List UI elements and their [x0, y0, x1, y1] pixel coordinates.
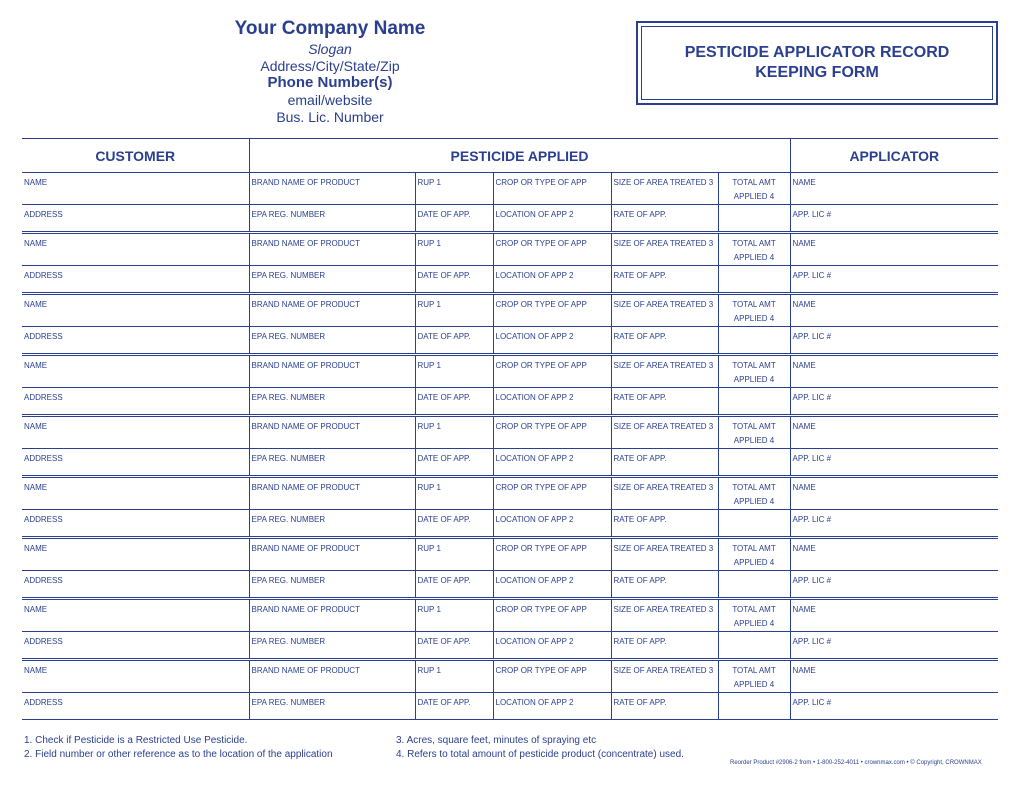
- brand-name-field-label: BRAND NAME OF PRODUCT: [251, 300, 360, 309]
- location-field[interactable]: [493, 449, 611, 477]
- total-amt-label: APPLIED 4: [733, 375, 775, 384]
- rup-field-label: RUP 1: [417, 239, 441, 248]
- footnote-3: 3. Acres, square feet, minutes of spraying etc: [396, 735, 597, 746]
- record-row-top: [22, 538, 998, 571]
- brand-name-field[interactable]: [249, 660, 415, 693]
- total-amt-field[interactable]: [718, 599, 790, 632]
- total-amt-label: TOTAL AMT: [732, 239, 776, 248]
- applicator-lic-field[interactable]: [790, 693, 998, 720]
- date-of-app-field[interactable]: [415, 632, 493, 660]
- size-area-field[interactable]: [611, 173, 718, 205]
- record-row-bottom: [22, 510, 998, 538]
- record-row-bottom: [22, 266, 998, 294]
- total-amt-label: APPLIED 4: [733, 192, 775, 201]
- date-of-app-field-label: DATE OF APP.: [417, 576, 471, 585]
- customer-name-field-label: NAME: [24, 605, 48, 614]
- applicator-name-field-label: NAME: [792, 666, 816, 675]
- rup-field-label: RUP 1: [417, 605, 441, 614]
- company-email: email/website: [287, 92, 373, 109]
- customer-name-field-label: NAME: [24, 361, 48, 370]
- crop-field-label: CROP OR TYPE OF APP: [495, 483, 587, 492]
- total-amt-blank-field[interactable]: [718, 510, 790, 538]
- epa-reg-field[interactable]: [249, 205, 415, 233]
- customer-address-field-label: ADDRESS: [24, 637, 63, 646]
- rup-field-label: RUP 1: [417, 483, 441, 492]
- brand-name-field-label: BRAND NAME OF PRODUCT: [251, 666, 360, 675]
- total-amt-label: APPLIED 4: [733, 497, 775, 506]
- customer-address-field[interactable]: [22, 266, 249, 294]
- crop-field-label: CROP OR TYPE OF APP: [495, 361, 587, 370]
- crop-field[interactable]: [493, 660, 611, 693]
- rate-field-label: RATE OF APP.: [613, 210, 667, 219]
- crop-field[interactable]: [493, 233, 611, 266]
- rate-field[interactable]: [611, 510, 718, 538]
- customer-name-field-label: NAME: [24, 300, 48, 309]
- location-field[interactable]: [493, 510, 611, 538]
- crop-field-label: CROP OR TYPE OF APP: [495, 300, 587, 309]
- rup-field[interactable]: [415, 294, 493, 327]
- epa-reg-field[interactable]: [249, 693, 415, 720]
- brand-name-field-label: BRAND NAME OF PRODUCT: [251, 239, 360, 248]
- epa-reg-field[interactable]: [249, 327, 415, 355]
- location-field[interactable]: [493, 632, 611, 660]
- brand-name-field-label: BRAND NAME OF PRODUCT: [251, 544, 360, 553]
- record-row-top: [22, 599, 998, 632]
- record-row-top: [22, 233, 998, 266]
- epa-reg-field-label: EPA REG. NUMBER: [251, 698, 326, 707]
- size-area-field[interactable]: [611, 538, 718, 571]
- size-area-field-label: SIZE OF AREA TREATED 3: [613, 483, 714, 492]
- brand-name-field[interactable]: [249, 294, 415, 327]
- date-of-app-field[interactable]: [415, 205, 493, 233]
- customer-name-field[interactable]: [22, 355, 249, 388]
- date-of-app-field-label: DATE OF APP.: [417, 332, 471, 341]
- reorder-info: Reorder Product #2906-2 from • 1-800-252-4011 • crownmax.com • © Copyright, CROWNMAX: [730, 760, 982, 766]
- applicator-name-field-label: NAME: [792, 361, 816, 370]
- record-table: [22, 138, 998, 720]
- rup-field-label: RUP 1: [417, 422, 441, 431]
- applicator-lic-field-label: APP. LIC #: [792, 393, 832, 402]
- applicator-lic-field-label: APP. LIC #: [792, 210, 832, 219]
- date-of-app-field-label: DATE OF APP.: [417, 393, 471, 402]
- brand-name-field[interactable]: [249, 233, 415, 266]
- customer-address-field[interactable]: [22, 327, 249, 355]
- record-row-bottom: [22, 388, 998, 416]
- applicator-lic-field-label: APP. LIC #: [792, 332, 832, 341]
- epa-reg-field-label: EPA REG. NUMBER: [251, 332, 326, 341]
- footnote-1: 1. Check if Pesticide is a Restricted Use Pesticide.: [24, 735, 248, 746]
- size-area-field[interactable]: [611, 599, 718, 632]
- rup-field-label: RUP 1: [417, 178, 441, 187]
- applicator-name-field[interactable]: [790, 355, 998, 388]
- customer-address-field-label: ADDRESS: [24, 515, 63, 524]
- record-row-bottom: [22, 632, 998, 660]
- applicator-name-field[interactable]: [790, 660, 998, 693]
- rup-field[interactable]: [415, 416, 493, 449]
- rate-field-label: RATE OF APP.: [613, 515, 667, 524]
- customer-header: CUSTOMER: [22, 139, 249, 173]
- size-area-field[interactable]: [611, 477, 718, 510]
- rup-field[interactable]: [415, 173, 493, 205]
- applicator-name-field[interactable]: [790, 173, 998, 205]
- rup-field-label: RUP 1: [417, 544, 441, 553]
- applicator-name-field-label: NAME: [792, 422, 816, 431]
- epa-reg-field-label: EPA REG. NUMBER: [251, 454, 326, 463]
- epa-reg-field-label: EPA REG. NUMBER: [251, 637, 326, 646]
- date-of-app-field[interactable]: [415, 693, 493, 720]
- customer-name-field[interactable]: [22, 538, 249, 571]
- size-area-field[interactable]: [611, 294, 718, 327]
- applicator-lic-field-label: APP. LIC #: [792, 271, 832, 280]
- customer-address-field[interactable]: [22, 388, 249, 416]
- rate-field[interactable]: [611, 205, 718, 233]
- location-field-label: LOCATION OF APP 2: [495, 454, 574, 463]
- brand-name-field[interactable]: [249, 355, 415, 388]
- form-title-box: [636, 21, 998, 105]
- total-amt-field[interactable]: [718, 294, 790, 327]
- epa-reg-field-label: EPA REG. NUMBER: [251, 210, 326, 219]
- customer-name-field[interactable]: [22, 477, 249, 510]
- customer-name-field[interactable]: [22, 294, 249, 327]
- epa-reg-field[interactable]: [249, 388, 415, 416]
- date-of-app-field[interactable]: [415, 449, 493, 477]
- rate-field-label: RATE OF APP.: [613, 393, 667, 402]
- applicator-name-field-label: NAME: [792, 483, 816, 492]
- rate-field-label: RATE OF APP.: [613, 576, 667, 585]
- applicator-lic-field[interactable]: [790, 449, 998, 477]
- customer-name-field-label: NAME: [24, 239, 48, 248]
- size-area-field-label: SIZE OF AREA TREATED 3: [613, 178, 714, 187]
- customer-name-field-label: NAME: [24, 422, 48, 431]
- footnotes-left: [24, 734, 333, 762]
- company-info: [215, 18, 445, 126]
- brand-name-field-label: BRAND NAME OF PRODUCT: [251, 483, 360, 492]
- applicator-lic-field[interactable]: [790, 388, 998, 416]
- size-area-field-label: SIZE OF AREA TREATED 3: [613, 605, 714, 614]
- crop-field[interactable]: [493, 416, 611, 449]
- customer-name-field-label: NAME: [24, 178, 48, 187]
- applicator-name-field[interactable]: [790, 599, 998, 632]
- customer-address-field-label: ADDRESS: [24, 576, 63, 585]
- rup-field[interactable]: [415, 477, 493, 510]
- total-amt-field[interactable]: [718, 355, 790, 388]
- crop-field[interactable]: [493, 294, 611, 327]
- size-area-field-label: SIZE OF AREA TREATED 3: [613, 422, 714, 431]
- customer-address-field[interactable]: [22, 632, 249, 660]
- applicator-lic-field-label: APP. LIC #: [792, 454, 832, 463]
- crop-field-label: CROP OR TYPE OF APP: [495, 666, 587, 675]
- total-amt-label: TOTAL AMT: [732, 605, 776, 614]
- crop-field-label: CROP OR TYPE OF APP: [495, 544, 587, 553]
- epa-reg-field[interactable]: [249, 510, 415, 538]
- total-amt-label: APPLIED 4: [733, 558, 775, 567]
- customer-address-field-label: ADDRESS: [24, 393, 63, 402]
- record-row-top: [22, 355, 998, 388]
- total-amt-label: TOTAL AMT: [732, 422, 776, 431]
- total-amt-label: APPLIED 4: [733, 314, 775, 323]
- rate-field[interactable]: [611, 693, 718, 720]
- rup-field[interactable]: [415, 233, 493, 266]
- total-amt-blank-field[interactable]: [718, 388, 790, 416]
- brand-name-field-label: BRAND NAME OF PRODUCT: [251, 605, 360, 614]
- epa-reg-field-label: EPA REG. NUMBER: [251, 271, 326, 280]
- customer-name-field[interactable]: [22, 173, 249, 205]
- customer-name-field[interactable]: [22, 233, 249, 266]
- total-amt-label: TOTAL AMT: [732, 544, 776, 553]
- date-of-app-field[interactable]: [415, 510, 493, 538]
- size-area-field-label: SIZE OF AREA TREATED 3: [613, 361, 714, 370]
- applicator-name-field[interactable]: [790, 416, 998, 449]
- location-field-label: LOCATION OF APP 2: [495, 271, 574, 280]
- total-amt-label: TOTAL AMT: [732, 300, 776, 309]
- date-of-app-field-label: DATE OF APP.: [417, 210, 471, 219]
- rup-field[interactable]: [415, 538, 493, 571]
- footnotes-right: [396, 734, 684, 762]
- crop-field[interactable]: [493, 477, 611, 510]
- pesticide-header: PESTICIDE APPLIED: [249, 139, 790, 173]
- form-title-inner: [641, 26, 993, 100]
- rup-field-label: RUP 1: [417, 361, 441, 370]
- date-of-app-field-label: DATE OF APP.: [417, 271, 471, 280]
- record-row-top: [22, 416, 998, 449]
- record-row-bottom: [22, 449, 998, 477]
- total-amt-field[interactable]: [718, 233, 790, 266]
- size-area-field[interactable]: [611, 233, 718, 266]
- brand-name-field[interactable]: [249, 477, 415, 510]
- location-field[interactable]: [493, 571, 611, 599]
- epa-reg-field-label: EPA REG. NUMBER: [251, 576, 326, 585]
- location-field[interactable]: [493, 266, 611, 294]
- customer-name-field[interactable]: [22, 416, 249, 449]
- record-row-bottom: [22, 327, 998, 355]
- applicator-lic-field[interactable]: [790, 205, 998, 233]
- applicator-lic-field[interactable]: [790, 510, 998, 538]
- crop-field-label: CROP OR TYPE OF APP: [495, 178, 587, 187]
- location-field-label: LOCATION OF APP 2: [495, 515, 574, 524]
- epa-reg-field[interactable]: [249, 266, 415, 294]
- rate-field-label: RATE OF APP.: [613, 332, 667, 341]
- record-row-bottom: [22, 205, 998, 233]
- location-field-label: LOCATION OF APP 2: [495, 332, 574, 341]
- applicator-name-field[interactable]: [790, 233, 998, 266]
- epa-reg-field[interactable]: [249, 632, 415, 660]
- records-body: [22, 173, 998, 720]
- crop-field[interactable]: [493, 173, 611, 205]
- total-amt-blank-field[interactable]: [718, 693, 790, 720]
- crop-field[interactable]: [493, 538, 611, 571]
- date-of-app-field[interactable]: [415, 571, 493, 599]
- applicator-name-field[interactable]: [790, 477, 998, 510]
- total-amt-blank-field[interactable]: [718, 205, 790, 233]
- crop-field-label: CROP OR TYPE OF APP: [495, 605, 587, 614]
- epa-reg-field[interactable]: [249, 449, 415, 477]
- applicator-lic-field-label: APP. LIC #: [792, 515, 832, 524]
- company-name: Your Company Name: [234, 18, 426, 39]
- customer-name-field[interactable]: [22, 599, 249, 632]
- applicator-lic-field-label: APP. LIC #: [792, 637, 832, 646]
- total-amt-field[interactable]: [718, 477, 790, 510]
- total-amt-field[interactable]: [718, 173, 790, 205]
- rup-field[interactable]: [415, 599, 493, 632]
- brand-name-field-label: BRAND NAME OF PRODUCT: [251, 178, 360, 187]
- crop-field[interactable]: [493, 599, 611, 632]
- customer-address-field-label: ADDRESS: [24, 332, 63, 341]
- size-area-field[interactable]: [611, 660, 718, 693]
- customer-address-field[interactable]: [22, 449, 249, 477]
- customer-name-field-label: NAME: [24, 544, 48, 553]
- record-row-bottom: [22, 693, 998, 720]
- size-area-field[interactable]: [611, 355, 718, 388]
- customer-address-field-label: ADDRESS: [24, 210, 63, 219]
- applicator-name-field[interactable]: [790, 538, 998, 571]
- size-area-field-label: SIZE OF AREA TREATED 3: [613, 300, 714, 309]
- total-amt-label: APPLIED 4: [733, 436, 775, 445]
- total-amt-blank-field[interactable]: [718, 266, 790, 294]
- applicator-name-field-label: NAME: [792, 300, 816, 309]
- record-row-bottom: [22, 571, 998, 599]
- record-row-top: [22, 294, 998, 327]
- applicator-lic-field-label: APP. LIC #: [792, 698, 832, 707]
- customer-address-field[interactable]: [22, 205, 249, 233]
- footnote-4: 4. Refers to total amount of pesticide product (concentrate) used.: [396, 749, 684, 760]
- total-amt-blank-field[interactable]: [718, 632, 790, 660]
- customer-address-field-label: ADDRESS: [24, 454, 63, 463]
- location-field-label: LOCATION OF APP 2: [495, 698, 574, 707]
- date-of-app-field-label: DATE OF APP.: [417, 515, 471, 524]
- total-amt-label: TOTAL AMT: [732, 178, 776, 187]
- company-slogan: Slogan: [308, 40, 352, 57]
- total-amt-label: APPLIED 4: [733, 253, 775, 262]
- header-row: [22, 139, 998, 173]
- applicator-name-field-label: NAME: [792, 544, 816, 553]
- date-of-app-field-label: DATE OF APP.: [417, 637, 471, 646]
- footnote-2: 2. Field number or other reference as to the location of the application: [24, 749, 333, 760]
- date-of-app-field[interactable]: [415, 388, 493, 416]
- applicator-lic-field[interactable]: [790, 571, 998, 599]
- total-amt-label: TOTAL AMT: [732, 361, 776, 370]
- brand-name-field[interactable]: [249, 599, 415, 632]
- total-amt-field[interactable]: [718, 416, 790, 449]
- rup-field-label: RUP 1: [417, 300, 441, 309]
- brand-name-field[interactable]: [249, 173, 415, 205]
- customer-name-field[interactable]: [22, 660, 249, 693]
- applicator-lic-field[interactable]: [790, 266, 998, 294]
- rup-field[interactable]: [415, 660, 493, 693]
- rate-field-label: RATE OF APP.: [613, 454, 667, 463]
- size-area-field-label: SIZE OF AREA TREATED 3: [613, 666, 714, 675]
- total-amt-field[interactable]: [718, 660, 790, 693]
- rate-field[interactable]: [611, 388, 718, 416]
- crop-field-label: CROP OR TYPE OF APP: [495, 422, 587, 431]
- total-amt-label: APPLIED 4: [733, 680, 775, 689]
- location-field[interactable]: [493, 388, 611, 416]
- applicator-lic-field[interactable]: [790, 327, 998, 355]
- location-field[interactable]: [493, 693, 611, 720]
- rate-field[interactable]: [611, 266, 718, 294]
- location-field-label: LOCATION OF APP 2: [495, 637, 574, 646]
- rate-field-label: RATE OF APP.: [613, 698, 667, 707]
- epa-reg-field-label: EPA REG. NUMBER: [251, 515, 326, 524]
- record-row-top: [22, 477, 998, 510]
- customer-address-field[interactable]: [22, 693, 249, 720]
- rate-field[interactable]: [611, 327, 718, 355]
- applicator-lic-field[interactable]: [790, 632, 998, 660]
- brand-name-field[interactable]: [249, 538, 415, 571]
- epa-reg-field[interactable]: [249, 571, 415, 599]
- location-field-label: LOCATION OF APP 2: [495, 576, 574, 585]
- total-amt-label: TOTAL AMT: [732, 666, 776, 675]
- applicator-header: APPLICATOR: [790, 139, 998, 173]
- company-license: Bus. Lic. Number: [276, 109, 384, 126]
- rate-field-label: RATE OF APP.: [613, 271, 667, 280]
- total-amt-blank-field[interactable]: [718, 327, 790, 355]
- location-field[interactable]: [493, 205, 611, 233]
- company-address: Address/City/State/Zip: [260, 57, 400, 74]
- form-title: PESTICIDE APPLICATOR RECORD KEEPING FORM: [684, 44, 950, 81]
- date-of-app-field-label: DATE OF APP.: [417, 454, 471, 463]
- record-row-top: [22, 173, 998, 205]
- customer-name-field-label: NAME: [24, 666, 48, 675]
- applicator-lic-field-label: APP. LIC #: [792, 576, 832, 585]
- date-of-app-field[interactable]: [415, 266, 493, 294]
- total-amt-field[interactable]: [718, 538, 790, 571]
- total-amt-blank-field[interactable]: [718, 571, 790, 599]
- rate-field[interactable]: [611, 449, 718, 477]
- customer-address-field-label: ADDRESS: [24, 698, 63, 707]
- applicator-name-field-label: NAME: [792, 178, 816, 187]
- applicator-name-field-label: NAME: [792, 239, 816, 248]
- applicator-name-field[interactable]: [790, 294, 998, 327]
- location-field-label: LOCATION OF APP 2: [495, 210, 574, 219]
- location-field[interactable]: [493, 327, 611, 355]
- brand-name-field[interactable]: [249, 416, 415, 449]
- crop-field-label: CROP OR TYPE OF APP: [495, 239, 587, 248]
- brand-name-field-label: BRAND NAME OF PRODUCT: [251, 422, 360, 431]
- total-amt-label: TOTAL AMT: [732, 483, 776, 492]
- size-area-field-label: SIZE OF AREA TREATED 3: [613, 239, 714, 248]
- size-area-field-label: SIZE OF AREA TREATED 3: [613, 544, 714, 553]
- customer-address-field[interactable]: [22, 571, 249, 599]
- rup-field-label: RUP 1: [417, 666, 441, 675]
- size-area-field[interactable]: [611, 416, 718, 449]
- company-phone: Phone Number(s): [267, 74, 393, 92]
- customer-address-field-label: ADDRESS: [24, 271, 63, 280]
- brand-name-field-label: BRAND NAME OF PRODUCT: [251, 361, 360, 370]
- rate-field[interactable]: [611, 571, 718, 599]
- date-of-app-field[interactable]: [415, 327, 493, 355]
- crop-field[interactable]: [493, 355, 611, 388]
- rup-field[interactable]: [415, 355, 493, 388]
- date-of-app-field-label: DATE OF APP.: [417, 698, 471, 707]
- record-row-top: [22, 660, 998, 693]
- total-amt-label: APPLIED 4: [733, 619, 775, 628]
- rate-field-label: RATE OF APP.: [613, 637, 667, 646]
- rate-field[interactable]: [611, 632, 718, 660]
- customer-name-field-label: NAME: [24, 483, 48, 492]
- total-amt-blank-field[interactable]: [718, 449, 790, 477]
- customer-address-field[interactable]: [22, 510, 249, 538]
- epa-reg-field-label: EPA REG. NUMBER: [251, 393, 326, 402]
- location-field-label: LOCATION OF APP 2: [495, 393, 574, 402]
- applicator-name-field-label: NAME: [792, 605, 816, 614]
